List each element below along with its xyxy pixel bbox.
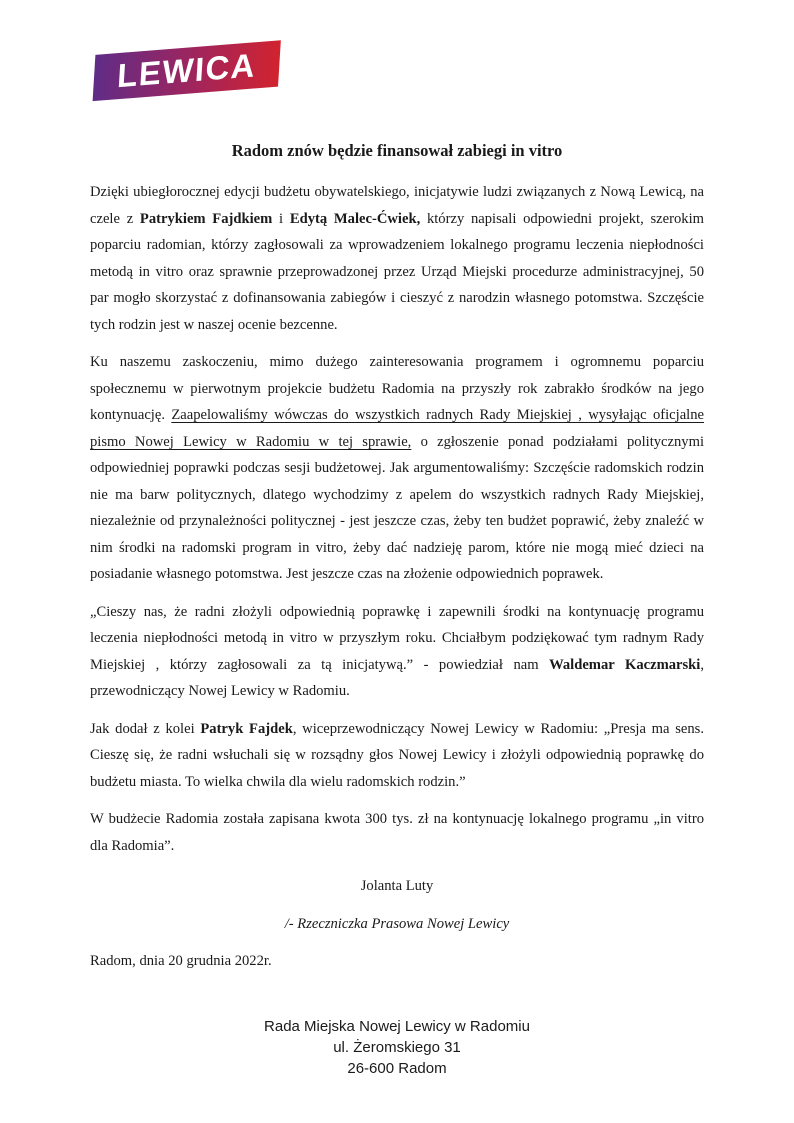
text-segment: Dzięki ubiegłorocznej edycji budżetu obywatelskiego, inicjatywie ludzi związanych z Nową Lewicą, na czele z bbox=[90, 184, 704, 227]
text-segment: , przewodniczący Nowej Lewicy w Radomiu. bbox=[90, 656, 705, 700]
paragraph-intro bbox=[90, 179, 704, 338]
text-segment: W budżecie Radomia została zapisana kwota 300 tys. zł na kontynuację lokalnego programu „in vitro dla Radomia”. bbox=[90, 811, 704, 854]
text-segment: , wiceprzewodniczący Nowej Lewicy w Radomiu: „Presja ma sens. Cieszę się, że radni wsłuchali się w rozsądny głos Nowej Lewicy i złożyli odpowiednią poprawkę do budżetu miasta. To wielka chwila dla wielu radomskich rodzin.” bbox=[90, 720, 704, 790]
paragraph-appeal bbox=[90, 349, 704, 588]
text-segment: Patryk Fajdek bbox=[200, 720, 293, 737]
footer bbox=[0, 1016, 794, 1079]
footer-line-street: ul. Żeromskiego 31 bbox=[333, 1039, 461, 1056]
text-segment: którzy napisali odpowiedni projekt, szerokim poparciu radomian, którzy zagłosowali za wprowadzeniem lokalnego programu leczenia niepłodności metodą in vitro oraz sprawnie przeprowadzonej przez Urząd Miejski procedurze administracyjnej, 50 par mogło skorzystać z dofinansowania zabiegów i cieszyć z narodzin własnego potomstwa. Szczęście tych rodzin jest w naszej ocenie bezcenne. bbox=[90, 210, 704, 333]
paragraph-quote-kaczmarski bbox=[90, 599, 704, 705]
paragraph-budget-amount bbox=[90, 806, 704, 859]
text-segment: Waldemar Kaczmarski bbox=[549, 656, 701, 673]
footer-line-city: 26-600 Radom bbox=[347, 1060, 447, 1077]
text-segment: Jak dodał z kolei bbox=[90, 720, 201, 737]
document-body bbox=[90, 140, 704, 975]
paragraph-quote-fajdek bbox=[90, 716, 704, 796]
footer-line-organization: Rada Miejska Nowej Lewicy w Radomiu bbox=[264, 1018, 530, 1035]
text-segment: Patrykiem Fajdkiem bbox=[139, 210, 273, 227]
text-segment: „Cieszy nas, że radni złożyli odpowiednią poprawkę i zapewnili środki na kontynuację programu leczenia niepłodności metodą in vitro w przyszłym roku. Chciałbym podziękować tym radnym Rady Miejskiej , którzy zagłosowali za tą inicjatywą.” - powiedział nam bbox=[90, 603, 704, 673]
text-segment: Ku naszemu zaskoczeniu, mimo dużego zainteresowania programem i ogromnemu poparciu społecznemu w pierwotnym projekcie budżetu Radomia na przyszły rok zabrakło środków na jego kontynuację. bbox=[90, 354, 704, 424]
lewica-logo-text: LEWICA bbox=[116, 45, 258, 94]
text-segment: Edytą Malec-Ćwiek, bbox=[289, 210, 421, 227]
lewica-logo bbox=[94, 45, 294, 115]
page-title: Radom znów będzie finansował zabiegi in vitro bbox=[231, 141, 563, 160]
signature-name: Jolanta Luty bbox=[360, 878, 434, 895]
signature-role: /- Rzeczniczka Prasowa Nowej Lewicy bbox=[284, 915, 510, 932]
dateline: Radom, dnia 20 grudnia 2022r. bbox=[90, 953, 272, 970]
text-segment: o zgłoszenie ponad podziałami politycznymi odpowiedniej poprawki podczas sesji budżetowej. Jak argumentowaliśmy: Szczęście radomskich rodzin nie ma barw politycznych, dlatego wychodzimy z apelem do wszystkich radnych Rady Miejskiej, niezależnie od przynależności politycznej - jest jeszcze czas, żeby ten budżet poprawić, żeby znaleźć w nim środki na radomski program in vitro, żeby dać nadzieję parom, które nie mogą mieć dzieci na posiadanie własnego potomstwa. Jest jeszcze czas na złożenie odpowiednich poprawek. bbox=[90, 433, 705, 583]
text-segment: Zaapelowaliśmy wówczas do wszystkich radnych Rady Miejskiej , wysyłając oficjalne pismo Nowej Lewicy w Radomiu w tej sprawie, bbox=[90, 407, 705, 450]
text-segment: i bbox=[272, 210, 290, 227]
lewica-logo-banner bbox=[93, 40, 281, 101]
